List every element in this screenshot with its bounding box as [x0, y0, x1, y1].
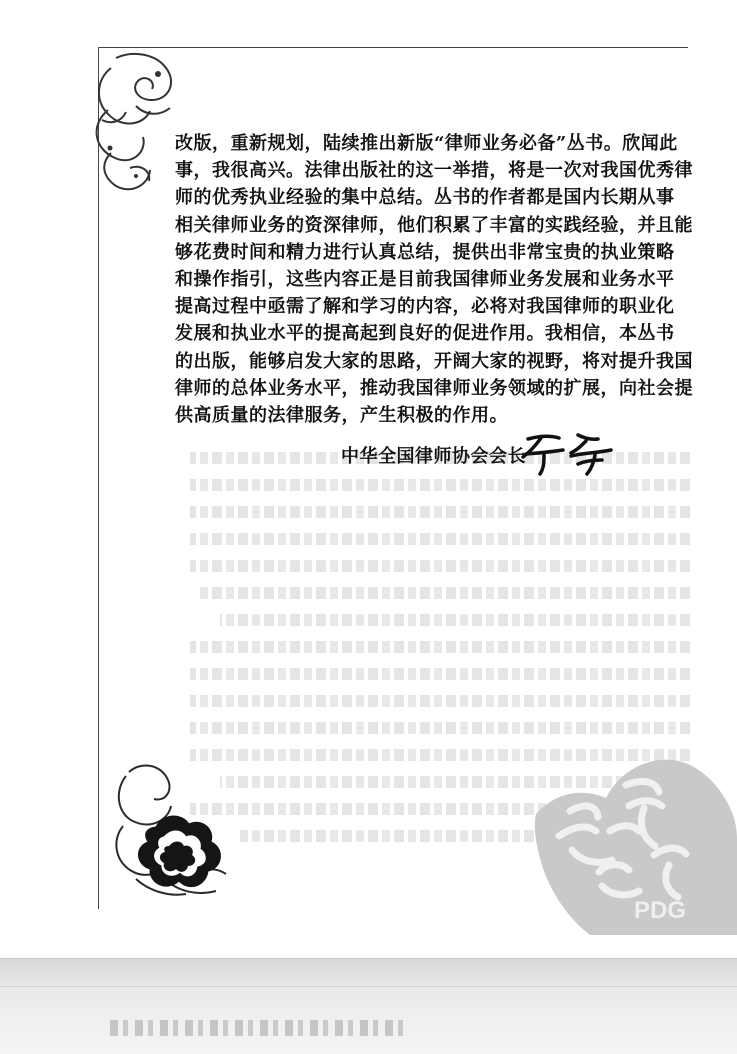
- signature-title: 中华全国律师协会会长: [341, 446, 526, 467]
- body-line: 师的优秀执业经验的集中总结。丛书的作者都是国内长期从事: [175, 187, 675, 209]
- body-line: 的出版，能够启发大家的思路，开阔大家的视野，将对提升我国: [175, 350, 693, 372]
- seal-watermark-icon: [528, 720, 737, 935]
- watermark-label: PDG: [633, 897, 687, 924]
- body-line: 改版，重新规划，陆续推出新版“律师业务必备”丛书。欣闻此: [175, 133, 678, 154]
- body-line: 相关律师业务的资深律师，他们积累了丰富的实践经验，并且能: [175, 214, 693, 236]
- scan-edge-line: [0, 958, 737, 959]
- scan-edge-noise: [110, 1020, 410, 1036]
- body-line: 够花费时间和精力进行认真总结，提供出非常宝贵的执业策略: [175, 241, 675, 263]
- body-line: 事，我很高兴。法律出版社的这一举措，将是一次对我国优秀律: [175, 160, 693, 182]
- body-line: 律师的总体业务水平，推动我国律师业务领域的扩展，向社会提: [175, 377, 693, 399]
- scan-edge-line: [0, 986, 737, 987]
- signature-block: [341, 428, 661, 478]
- handwritten-signature-icon: [511, 428, 631, 478]
- floral-corner-icon: [88, 50, 183, 195]
- foreword-body: [175, 130, 705, 429]
- body-line: 发展和执业水平的提高起到良好的促进作用。我相信，本丛书: [175, 323, 675, 345]
- body-line: 和操作指引，这些内容正是目前我国律师业务发展和业务水平: [175, 269, 675, 291]
- body-line: 提高过程中亟需了解和学习的内容，必将对我国律师的职业化: [175, 296, 675, 318]
- body-line: 供高质量的法律服务，产生积极的作用。: [175, 405, 508, 427]
- page-frame-top: [98, 47, 688, 48]
- floral-medallion-icon: [112, 760, 232, 905]
- scan-edge-strip: [0, 958, 737, 1054]
